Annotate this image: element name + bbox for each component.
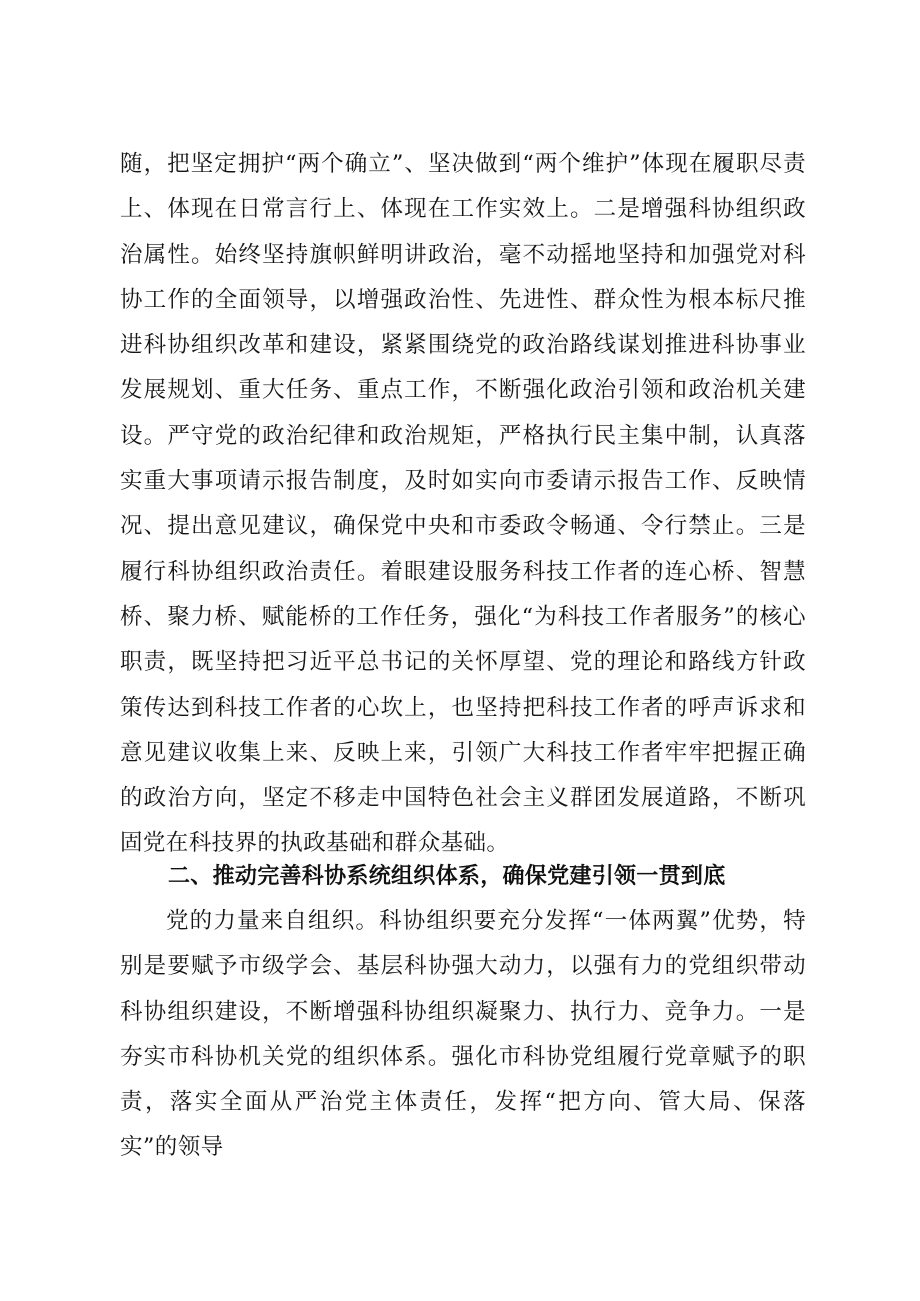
section-heading: 二、推动完善科协系统组织体系，确保党建引领一贯到底 [168,864,726,889]
body-paragraph: 党的力量来自组织。科协组织要充分发挥“一体两翼”优势，特别是要赋予市级学会、基层科协强大动力，以强有力的党组织带动科协组织建设，不断增强科协组织凝聚力、执行力、竞争力。一是夯实市科协机关党的组织体系。强化市科协党组履行党章赋予的职责，落实全面从严治党主体责任，发挥“把方向、管大局、保落实”的领导 [120,908,806,1161]
body-paragraph-continued: 随，把坚定拥护“两个确立”、坚决做到“两个维护”体现在履职尽责上、体现在日常言行上、体现在工作实效上。二是增强科协组织政治属性。始终坚持旗帜鲜明讲政治，毫不动摇地坚持和加强党对科协工作的全面领导，以增强政治性、先进性、群众性为根本标尺推进科协组织改革和建设，紧紧围绕党的政治路线谋划推进科协事业发展规划、重大任务、重点工作，不断强化政治引领和政治机关建设。严守党的政治纪律和政治规矩，严格执行民主集中制，认真落实重大事项请示报告制度，及时如实向市委请示报告工作、反映情况、提出意见建议，确保党中央和市委政令畅通、令行禁止。三是履行科协组织政治责任。着眼建设服务科技工作者的连心桥、智慧桥、聚力桥、赋能桥的工作任务，强化“为科技工作者服务”的核心职责，既坚持把习近平总书记的关怀厚望、党的理论和路线方针政策传达到科技工作者的心坎上，也坚持把科技工作者的呼声诉求和意见建议收集上来、反映上来，引领广大科技工作者牢牢把握正确的政治方向，坚定不移走中国特色社会主义群团发展道路，不断巩固党在科技界的执政基础和群众基础。 [120,151,806,857]
